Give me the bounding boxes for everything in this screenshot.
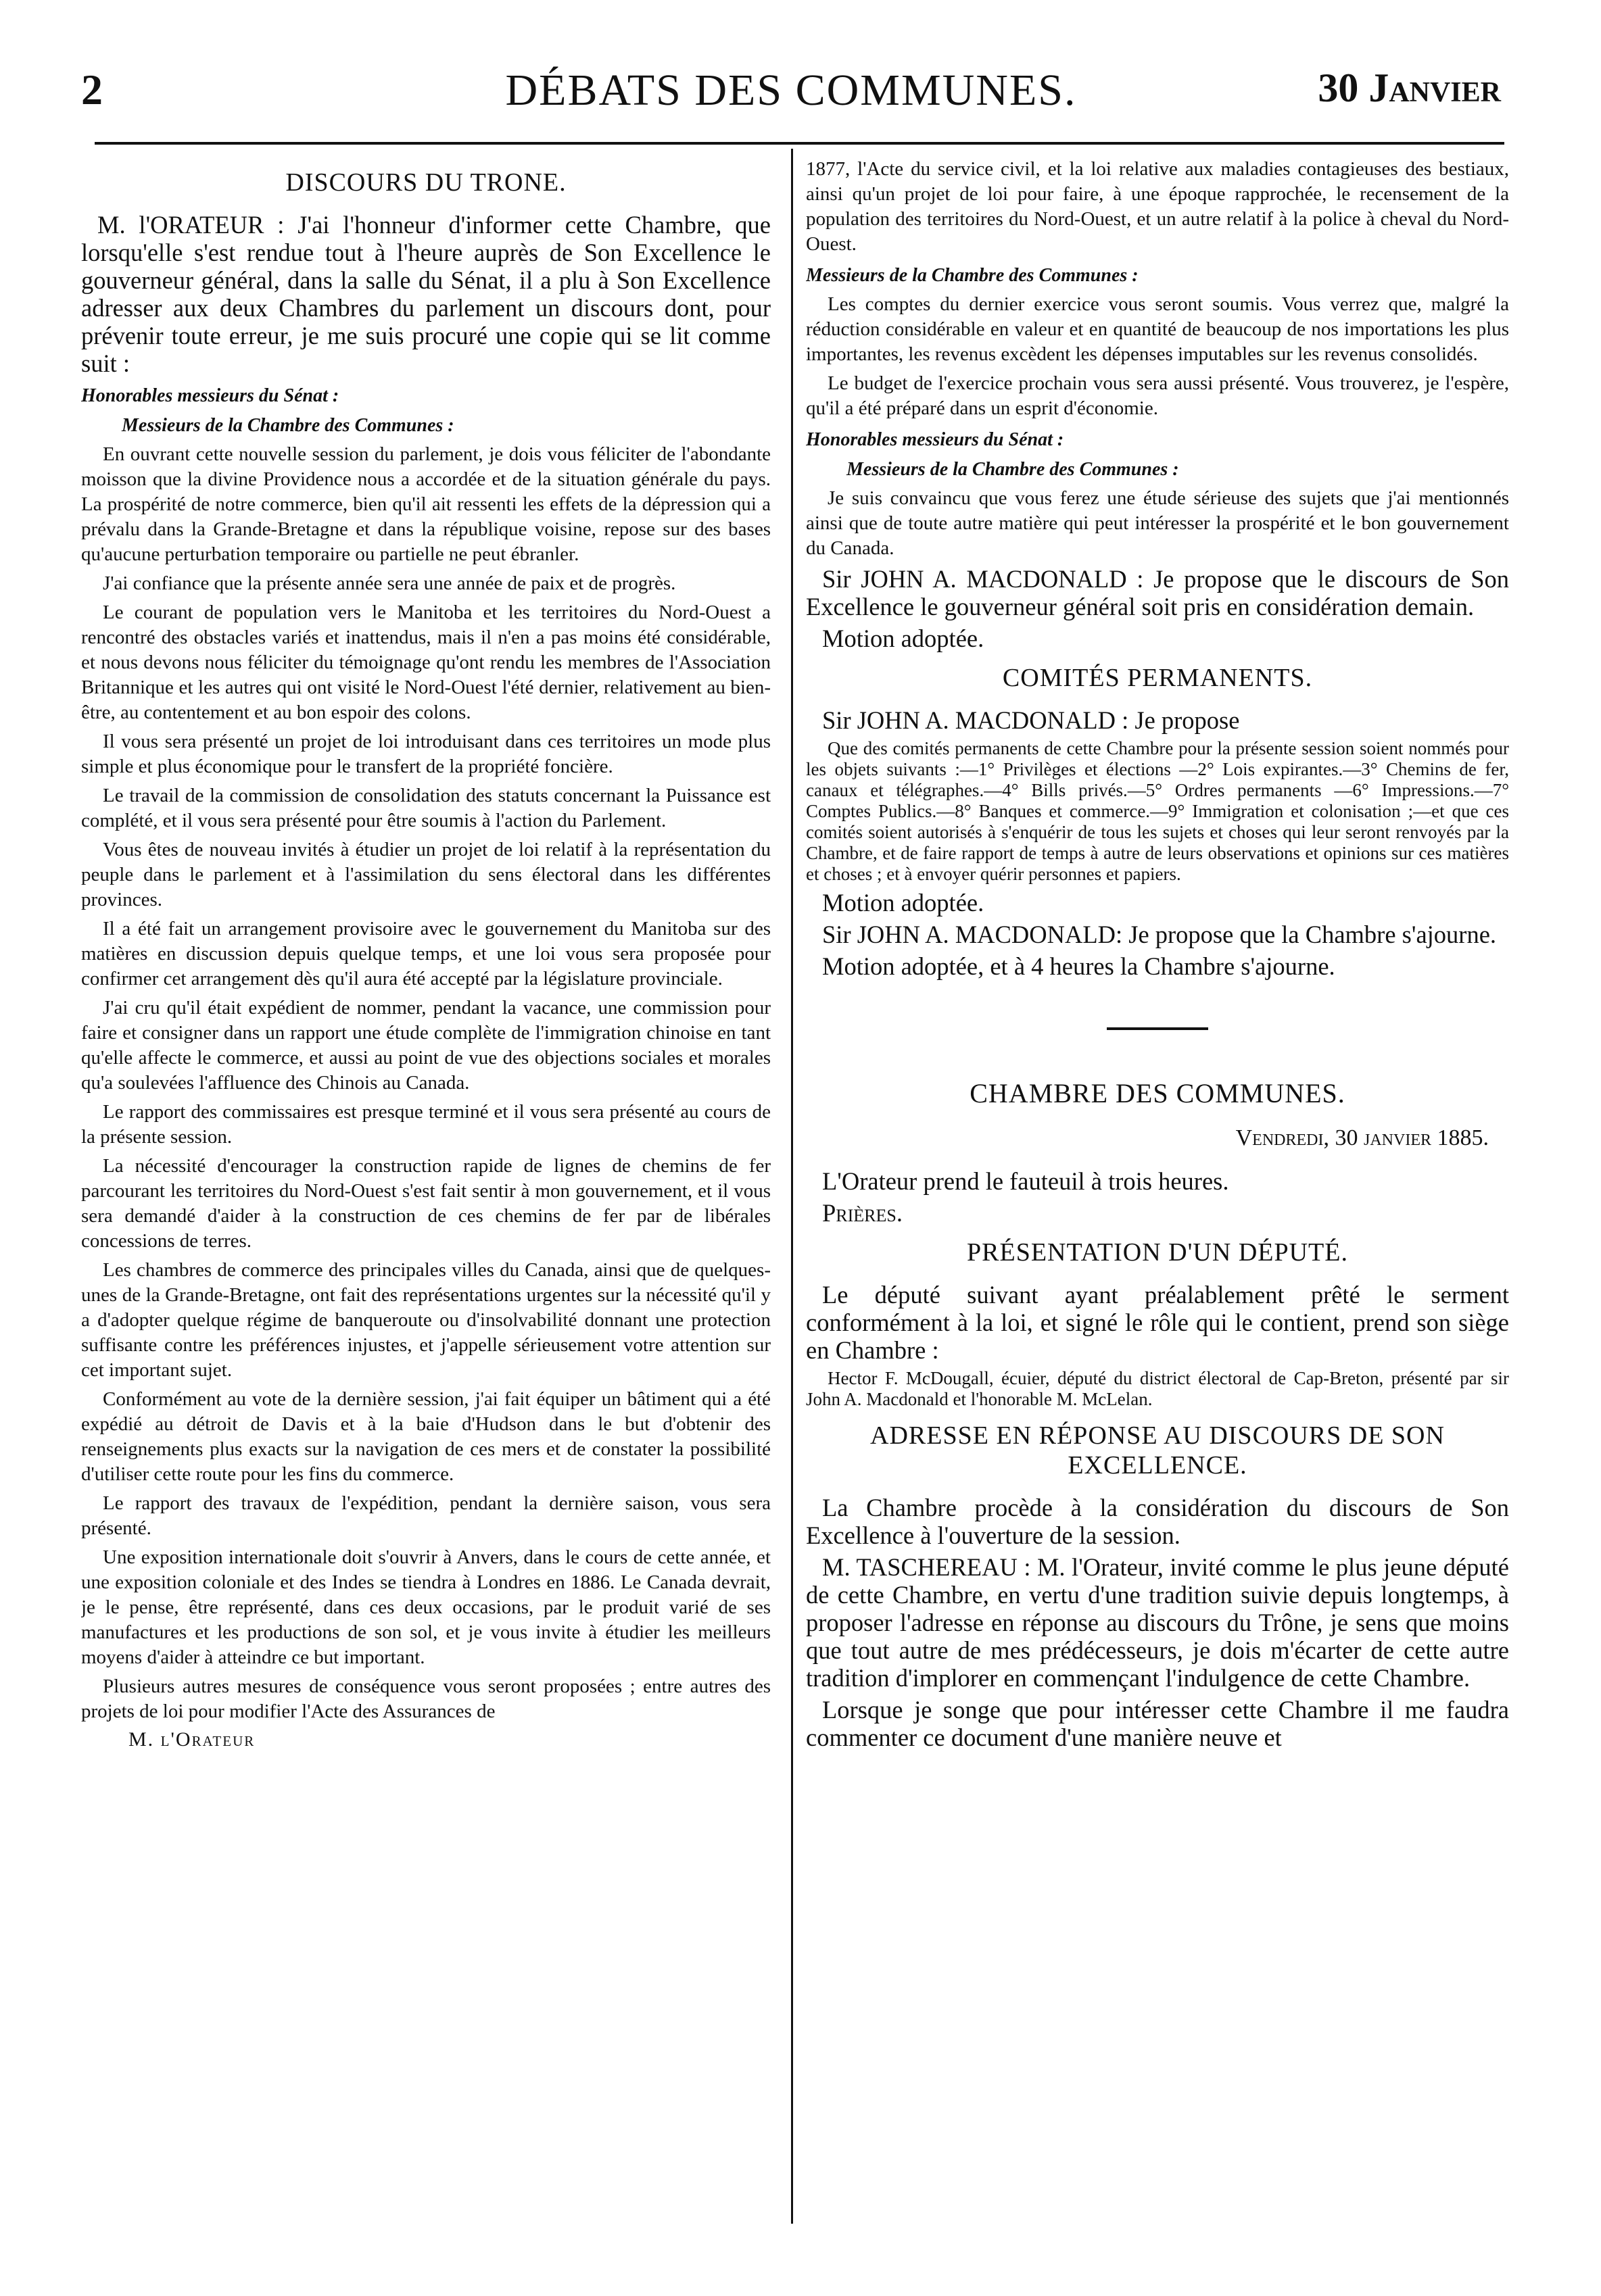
speech-paragraph: J'ai cru qu'il était expédient de nommer, pendant la vacance, une commission pour faire et consigner dans un rapport une étude complète de l'immigration chinoise en tant qu'elle affecte le commerce, et aussi au point de vue des objections sociales et morales qu'a soulevées l'affluence des Chinois au Canada. — [81, 997, 771, 1094]
salutation-senate: Honorables messieurs du Sénat : — [81, 385, 339, 406]
speech-continuation: 1877, l'Acte du service civil, et la loi relative aux maladies contagieuses des bestiaux, ainsi qu'un projet de loi pour faire, à une époque rapprochée, le recensement de la population des territoires du Nord-Ouest, et un autre relatif à la police à cheval du Nord-Ouest. — [806, 158, 1509, 255]
speech-paragraph: La nécessité d'encourager la construction rapide de lignes de chemins de fer parcourant les territoires du Nord-Ouest s'est fait sentir à mon gouvernement, et il vous sera demandé d'aider à la construction de ces chemins de fer par de libérales concessions de terres. — [81, 1155, 771, 1252]
speech-paragraph: Vous êtes de nouveau invités à étudier un projet de loi relatif à la représentation du peuple dans le parlement et à l'assimilation du sens électoral dans les différentes provinces. — [81, 839, 771, 910]
taschereau-speech-continued: Lorsque je songe que pour intéresser cette Chambre il me faudra commenter ce document d'une manière neuve et — [806, 1696, 1509, 1751]
speech-paragraph: Le rapport des travaux de l'expédition, pendant la dernière saison, vous sera présenté. — [81, 1492, 771, 1539]
address-title: ADRESSE EN RÉPONSE AU DISCOURS DE SON EXCELLENCE. — [870, 1421, 1445, 1480]
deputy-text: Le député suivant ayant préalablement prêté le serment conformément à la loi, et signé le rôle qui le contient, prend son siège en Chambre : — [806, 1281, 1509, 1364]
signature: M. l'Orateur — [128, 1728, 256, 1751]
speech-paragraph: Les comptes du dernier exercice vous seront soumis. Vous verrez que, malgré la réduction considérable en valeur et en quantité de beaucoup de nos importations les plus importantes, les revenus excèdent les dépenses imputables sur les revenus consolidés. — [806, 293, 1509, 365]
page-number: 2 — [81, 66, 103, 114]
sitting-date: Vendredi, 30 janvier 1885. — [1235, 1125, 1489, 1150]
prayers: Prières. — [822, 1199, 903, 1227]
salutation-senate: Honorables messieurs du Sénat : — [806, 429, 1064, 450]
speaker-chair: L'Orateur prend le fauteuil à trois heures. — [822, 1167, 1229, 1195]
taschereau-speech: M. TASCHEREAU : M. l'Orateur, invité comme le plus jeune député de cette Chambre, en vertu d'une tradition suivie depuis longtemps, à proposer l'adresse en réponse au discours du Trône, je sens que moins que tout autre de mes prédécesseurs, je dois m'écarter de cette autre tradition d'implorer en commençant l'indulgence de cette Chambre. — [806, 1553, 1509, 1692]
chamber-title: CHAMBRE DES COMMUNES. — [970, 1078, 1345, 1108]
speech-paragraph: Je suis convaincu que vous ferez une étude sérieuse des sujets que j'ai mentionnés ainsi que de toute autre matière qui peut intéresser la prospérité et le bon gouvernement du Canada. — [806, 487, 1509, 559]
right-column — [806, 157, 1509, 2225]
deputy-name: Hector F. McDougall, écuier, député du district électoral de Cap-Breton, présenté par sir John A. Macdonald et l'honorable M. McLelan. — [806, 1368, 1509, 1409]
motion-result: Motion adoptée. — [822, 625, 984, 652]
salutation-commons: Messieurs de la Chambre des Communes : — [122, 415, 454, 436]
motion-speech: Sir JOHN A. MACDONALD : Je propose que le discours de Son Excellence le gouverneur général soit pris en considération demain. — [806, 565, 1509, 620]
column-divider — [791, 149, 793, 2224]
speech-paragraph: En ouvrant cette nouvelle session du parlement, je dois vous féliciter de l'abondante moisson que la divine Providence nous a accordée et de la situation générale du pays. La prospérité de notre commerce, bien qu'il ait ressenti les effets de la dépression qui a prévalu dans la Grande-Bretagne et dans la république voisine, repose sur des bases qu'aucune perturbation temporaire ou partielle ne peut ébranler. — [81, 443, 771, 565]
running-header — [81, 65, 1501, 126]
header-date: 30 Janvier — [1318, 66, 1501, 110]
committees-intro: Sir JOHN A. MACDONALD : Je propose — [822, 706, 1240, 734]
adjourn-result: Motion adoptée, et à 4 heures la Chambre s'ajourne. — [822, 952, 1335, 980]
header-rule — [95, 142, 1504, 145]
speaker-intro: M. l'ORATEUR : J'ai l'honneur d'informer cette Chambre, que lorsqu'elle s'est rendue tout à l'heure auprès de Son Excellence le gouverneur général, dans la salle du Sénat, il a plu à Son Excellence adresser aux deux Chambres du parlement un discours dont, pour prévenir toute erreur, je me suis procuré une copie qui se lit comme suit : — [81, 211, 771, 377]
speech-paragraph: Le courant de population vers le Manitoba et les territoires du Nord-Ouest a rencontré des obstacles variés et inattendus, mais il n'en a pas moins été considérable, et nous devons nous féliciter du témoignage qu'ont rendu les membres de l'Association Britannique et les autres qui ont visité le Nord-Ouest l'été dernier, relativement au bien-être, au contentement et au bon espoir des colons. — [81, 602, 771, 723]
committees-title: COMITÉS PERMANENTS. — [1002, 664, 1313, 692]
left-column — [81, 157, 771, 2225]
speech-paragraph: Le budget de l'exercice prochain vous sera aussi présenté. Vous trouverez, je l'espère, qu'il a été préparé dans un esprit d'économie. — [806, 372, 1509, 419]
motion-result: Motion adoptée. — [822, 889, 984, 917]
speech-paragraph: Il a été fait un arrangement provisoire avec le gouvernement du Manitoba sur des matières en discussion depuis quelque temps, et une loi vous sera proposée pour confirmer cet arrangement dès qu'il aura été accepté par la législature provinciale. — [81, 918, 771, 990]
speech-paragraph: Le rapport des commissaires est presque terminé et il vous sera présenté au cours de la présente session. — [81, 1101, 771, 1148]
adjourn-speech: Sir JOHN A. MACDONALD: Je propose que la Chambre s'ajourne. — [822, 921, 1497, 948]
speech-paragraph: Une exposition internationale doit s'ouvrir à Anvers, dans le cours de cette année, et une exposition coloniale et des Indes se tiendra à Londres en 1886. Le Canada devrait, je le pense, être représenté, dans ces deux occasions, par le produit varié de ses manufactures et les productions de son sol, et je vous invite à étudier les meilleurs moyens d'aider à atteindre ce but important. — [81, 1546, 771, 1668]
speech-paragraph: Les chambres de commerce des principales villes du Canada, ainsi que de quelques-unes de la Grande-Bretagne, ont fait des représentations urgentes sur la nécessité qu'il y a d'adopter quelque régime de banqueroute ou d'insolvabilité donnant une protection suffisante contre les préférences injustes, et j'appelle sérieusement votre attention sur cet important sujet. — [81, 1259, 771, 1381]
speech-paragraph: J'ai confiance que la présente année sera une année de paix et de progrès. — [103, 572, 676, 594]
section-separator — [1107, 1027, 1208, 1030]
speech-paragraph: Conformément au vote de la dernière session, j'ai fait équiper un bâtiment qui a été expédié au détroit de Davis et à la baie d'Hudson dans le but d'obtenir des renseignements plus exacts sur la navigation de ces mers et de constater la possibilité d'utiliser cette route pour les fins du commerce. — [81, 1388, 771, 1485]
salutation-commons: Messieurs de la Chambre des Communes : — [806, 265, 1139, 286]
address-intro: La Chambre procède à la considération du discours de Son Excellence à l'ouverture de la session. — [806, 1494, 1509, 1549]
deputy-title: PRÉSENTATION D'UN DÉPUTÉ. — [967, 1238, 1348, 1267]
section-title: DISCOURS DU TRONE. — [285, 168, 567, 197]
publication-title: DÉBATS DES COMMUNES. — [505, 66, 1077, 115]
speech-paragraph: Il vous sera présenté un projet de loi introduisant dans ces territoires un mode plus simple et plus économique pour le transfert de la propriété foncière. — [81, 731, 771, 777]
speech-paragraph: Le travail de la commission de consolidation des statuts concernant la Puissance est complété, et il vous sera présenté pour être soumis à l'action du Parlement. — [81, 785, 771, 831]
salutation-commons: Messieurs de la Chambre des Communes : — [846, 459, 1179, 480]
committees-resolution: Que des comités permanents de cette Chambre pour la présente session soient nommés pour les objets suivants :—1° Privilèges et élections —2° Lois expirantes.—3° Chemins de fer, canaux et télégraphes.—4° Bills privés.—5° Ordres permanents —6° Impressions.—7° Comptes Publics.—8° Banques et commerce.—9° Immigration et colonisation ;—et que ces comités soient autorisés à s'enquérir de tous les sujets et choses qui leur seront renvoyés par la Chambre, et de faire rapport de temps à autre de leurs observations et opinions sur ces matières et choses ; et à envoyer quérir personnes et papiers. — [806, 738, 1509, 884]
speech-paragraph: Plusieurs autres mesures de conséquence vous seront proposées ; entre autres des projets de loi pour modifier l'Acte des Assurances de — [81, 1676, 771, 1722]
